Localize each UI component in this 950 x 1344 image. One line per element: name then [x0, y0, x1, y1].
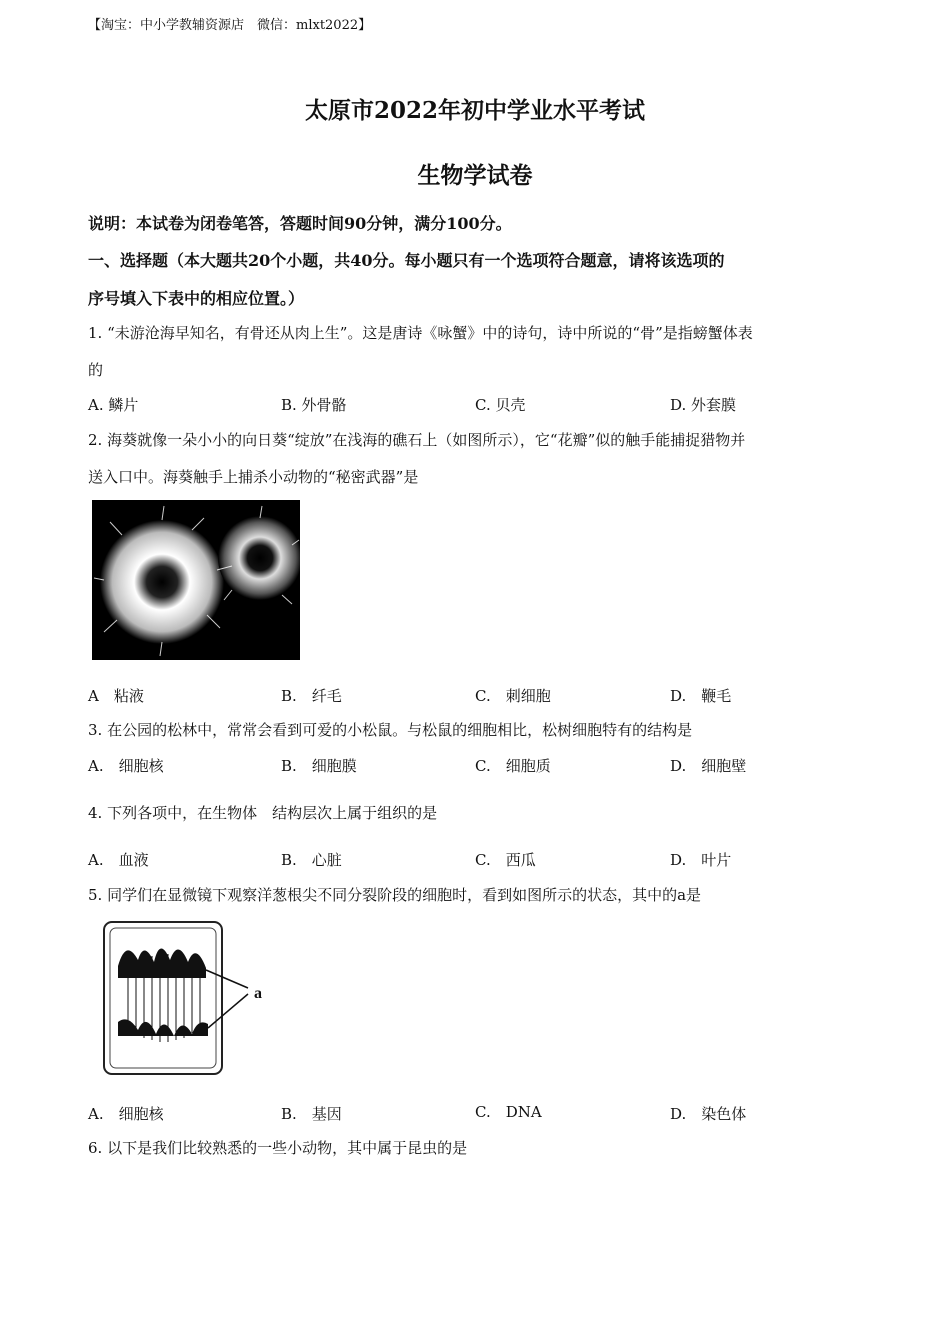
q2-option-b: B. 纤毛 — [281, 687, 342, 705]
label-a: a — [254, 985, 262, 1002]
q3-option-b: B. 细胞膜 — [281, 757, 357, 775]
cell-division-diagram — [98, 918, 278, 1080]
question-4-line1: 4. 下列各项中，在生物体 结构层次上属于组织的是 — [88, 804, 438, 822]
q4-option-d: D. 叶片 — [670, 851, 732, 869]
q1-option-b: B. 外骨骼 — [281, 396, 347, 414]
question-5-line1: 5. 同学们在显微镜下观察洋葱根尖不同分裂阶段的细胞时，看到如图所示的状态，其中的a是 — [88, 886, 702, 904]
q2-option-c: C. 刺细胞 — [475, 687, 551, 705]
q1-option-c: C. 贝壳 — [475, 396, 526, 414]
section-heading-line1: 一、选择题（本大题共20个小题，共40分。每小题只有一个选项符合题意，请将该选项的 — [88, 251, 725, 270]
q4-option-a: A. 血液 — [88, 851, 149, 869]
q1-option-a: A. 鳞片 — [88, 396, 139, 414]
q4-option-b: B. 心脏 — [281, 851, 342, 869]
q2-option-d: D. 鞭毛 — [670, 687, 732, 705]
question-1-line1: 1. “未游沧海早知名，有骨还从肉上生”。这是唐诗《咏蟹》中的诗句，诗中所说的“骨”是指螃蟹体表 — [88, 324, 753, 342]
sea-anemone-photo — [92, 500, 300, 660]
exam-subtitle: 生物学试卷 — [417, 162, 533, 189]
question-3-line1: 3. 在公园的松林中，常常会看到可爱的小松鼠。与松鼠的细胞相比，松树细胞特有的结构是 — [88, 721, 693, 739]
question-1-line2: 的 — [88, 361, 104, 379]
question-2-line2: 送入口中。海葵触手上捕杀小动物的“秘密武器”是 — [88, 468, 419, 486]
q5-option-d: D. 染色体 — [670, 1105, 747, 1123]
q3-option-c: C. 细胞质 — [475, 757, 551, 775]
question-2-line1: 2. 海葵就像一朵小小的向日葵“绽放”在浅海的礁石上（如图所示），它“花瓣”似的触手能捕捉猎物并 — [88, 431, 746, 449]
exam-note: 说明：本试卷为闭卷笔答，答题时间90分钟，满分100分。 — [88, 214, 512, 233]
section-heading-line2: 序号填入下表中的相应位置。） — [88, 289, 305, 308]
q1-option-d: D. 外套膜 — [670, 396, 737, 414]
q5-option-a: A. 细胞核 — [88, 1105, 164, 1123]
q3-option-d: D. 细胞壁 — [670, 757, 747, 775]
q4-option-c: C. 西瓜 — [475, 851, 536, 869]
q2-option-a: A 粘液 — [88, 687, 144, 705]
q5-option-c: C. DNA — [475, 1103, 542, 1121]
exam-title: 太原市2022年初中学业水平考试 — [304, 97, 645, 124]
question-6-line1: 6. 以下是我们比较熟悉的一些小动物，其中属于昆虫的是 — [88, 1139, 468, 1157]
q3-option-a: A. 细胞核 — [88, 757, 164, 775]
page-header: 【淘宝：中小学教辅资源店 微信：mlxt2022】 — [88, 18, 372, 33]
q5-option-b: B. 基因 — [281, 1105, 342, 1123]
